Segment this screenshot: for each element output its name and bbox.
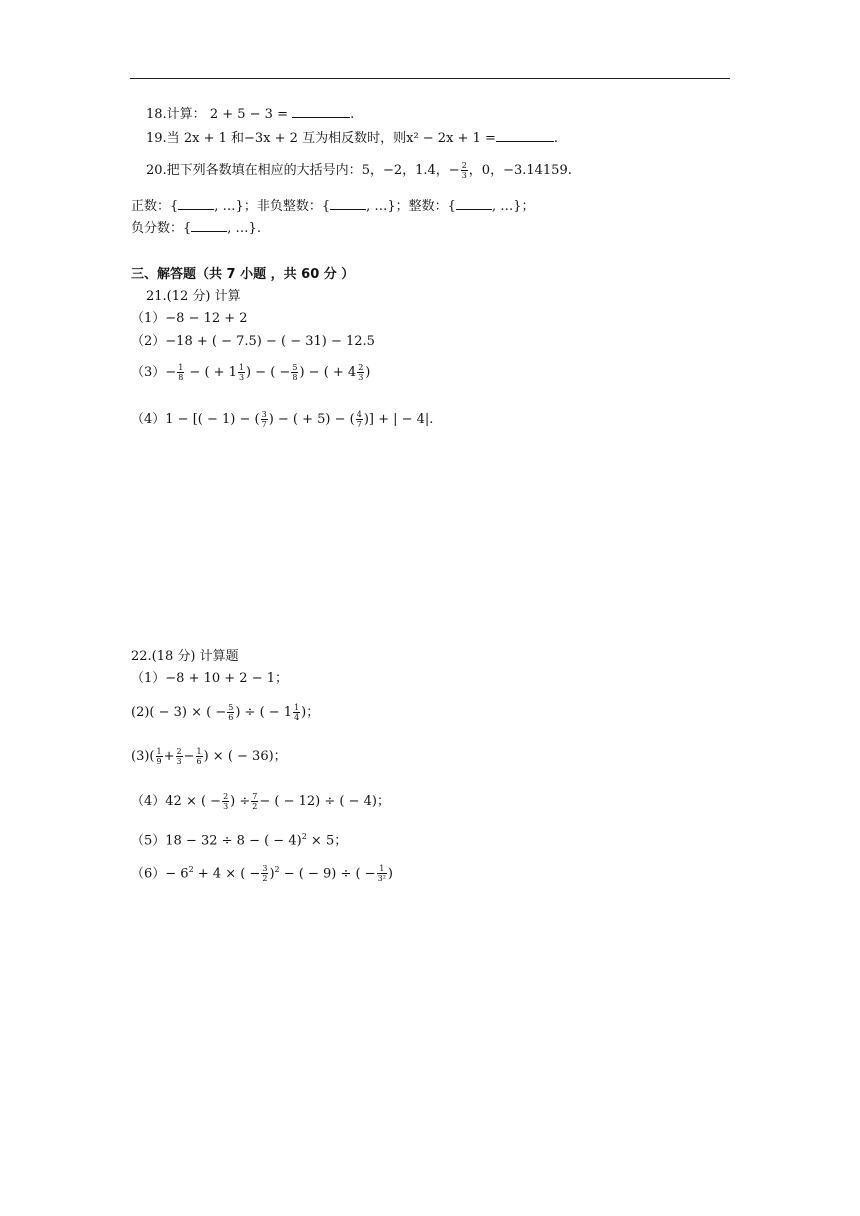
q21-item-2 — [131, 332, 375, 352]
item-number: （6） — [131, 866, 166, 882]
item-expr: −8 + 10 + 2 − 1； — [165, 671, 289, 686]
fraction: $\frac{1}{3}$ — [238, 363, 245, 382]
cat-tail: , …} — [214, 199, 244, 214]
item-expr: −18 + ( − 7.5) − ( − 31) − 12.5 — [165, 334, 375, 349]
fraction: $\frac{2}{3}$ — [176, 747, 182, 766]
answer-blank[interactable] — [292, 105, 350, 118]
cat-integer: ；整数：{ — [395, 199, 456, 214]
q21-item-4: （4）1 − [( − 1) − ( $\frac{3}{7}$ ) − ( + 5) − ( $\frac{4}{7}$ )] + | − 4|. — [131, 410, 434, 429]
q20-label: 20.把下列各数填在相应的大括号内： — [146, 163, 362, 178]
q19-expr: x² − 2x + 1 = — [406, 131, 496, 146]
fraction: $\frac{7}{2}$ — [252, 792, 258, 811]
item-number: （1） — [131, 311, 166, 326]
item-number: (3) — [131, 749, 150, 764]
cat-positive: 正数：{ — [131, 199, 179, 214]
question-21-title: 21.(12 分) 计算 — [146, 289, 241, 304]
q19-a: 2x + 1 — [183, 131, 227, 146]
cat-tail: , …} — [366, 199, 396, 214]
q20-numbers: 5，−2，1.4， — [361, 163, 449, 178]
item-number: （1） — [131, 671, 166, 686]
fraction: $\frac{2}{3}$ — [223, 792, 229, 811]
category-line-1 — [131, 197, 535, 217]
item-number: （4） — [131, 794, 166, 809]
cat-neg-tail: , …}. — [227, 221, 261, 236]
q21-item-1 — [131, 309, 248, 329]
question-20 — [146, 161, 572, 181]
section-title: 三、解答题（共 7 小题 ，共 60 分 ） — [131, 267, 355, 282]
q18-expr: 2 + 5 − 3 = — [209, 107, 288, 122]
fraction: $\frac{4}{7}$ — [356, 410, 362, 429]
q19-b: −3x + 2 — [244, 131, 298, 146]
q21-item-3: （3）− $\frac{1}{8}$ − ( + 1 $\frac{1}{3}$ ) − ( − $\frac{5}{8}$ ) − ( + 4 $\frac{2}{3}$ ) — [131, 363, 371, 382]
q20-rest: ，0，−3.14159. — [468, 163, 572, 178]
fraction: $\frac{2}{3}$ — [461, 161, 467, 180]
q20-neg: − — [448, 163, 460, 178]
item-number: （2） — [131, 334, 166, 349]
item-number: (2) — [131, 705, 150, 720]
fraction: $\frac{2}{3}$ — [358, 363, 364, 382]
q22-item-6: $(6)- 6^2 + 4$ × ( − $\frac{3}{2}$ )$^2$ − ( − 9) ÷ ( − $\frac{1}{\text{3²}}$ ) — [131, 864, 393, 884]
q19-mid2: 互为相反数时，则 — [302, 131, 407, 146]
category-line-2 — [131, 219, 261, 239]
item-number: （5） — [131, 833, 166, 849]
fraction: $\frac{1}{9}$ — [156, 747, 162, 766]
answer-blank[interactable] — [191, 219, 227, 232]
fraction: $\frac{1}{6}$ — [196, 747, 202, 766]
answer-blank[interactable] — [456, 197, 492, 210]
fraction: $\frac{5}{8}$ — [292, 363, 298, 382]
q19-end: . — [553, 131, 559, 146]
item-number: （4） — [131, 412, 166, 427]
q22-item-3: (3)( $\frac{1}{9}$ + $\frac{2}{3}$ − $\frac{1}{6}$ ) × ( − 36)； — [131, 747, 287, 766]
q19-mid: 和 — [231, 131, 245, 146]
answer-blank[interactable] — [496, 129, 554, 142]
fraction: $\frac{3}{2}$ — [262, 864, 268, 884]
cat-end: ； — [521, 199, 535, 214]
item-number: （3） — [131, 365, 166, 380]
fraction: $\frac{5}{6}$ — [228, 703, 234, 722]
fraction: $\frac{3}{7}$ — [261, 410, 267, 429]
answer-blank[interactable] — [178, 197, 214, 210]
question-19 — [146, 129, 558, 149]
q18-end: . — [350, 107, 355, 122]
q19-label: 19.当 — [146, 131, 180, 146]
q22-item-2: (2)( − 3) × ( − $\frac{5}{6}$ ) ÷ ( − 1 $\frac{1}{4}$ )； — [131, 703, 320, 722]
q22-item-4: （4）42 × ( − $\frac{2}{3}$ ) ÷ $\frac{7}{2}$ − ( − 12) ÷ ( − 4)； — [131, 792, 390, 811]
q18-label: 18.计算： — [146, 107, 206, 122]
answer-blank[interactable] — [330, 197, 366, 210]
fraction: $\frac{1}{4}$ — [294, 703, 300, 722]
cat-nonneg-int: ；非负整数：{ — [243, 199, 331, 214]
header-rule — [130, 78, 730, 79]
fraction: $\frac{1}{\text{3²}}$ — [377, 864, 386, 884]
q22-item-1 — [131, 669, 288, 689]
question-18 — [146, 105, 354, 125]
question-22-title: 22.(18 分) 计算题 — [131, 649, 239, 664]
item-expr: −8 − 12 + 2 — [165, 311, 248, 326]
cat-tail: , …} — [491, 199, 522, 214]
q22-item-5: （5）18 − 32 ÷ 8 − ( − 4)$^2$ × 5； — [131, 832, 348, 849]
fraction: $\frac{1}{8}$ — [178, 363, 184, 382]
cat-neg-frac: 负分数：{ — [131, 221, 192, 236]
